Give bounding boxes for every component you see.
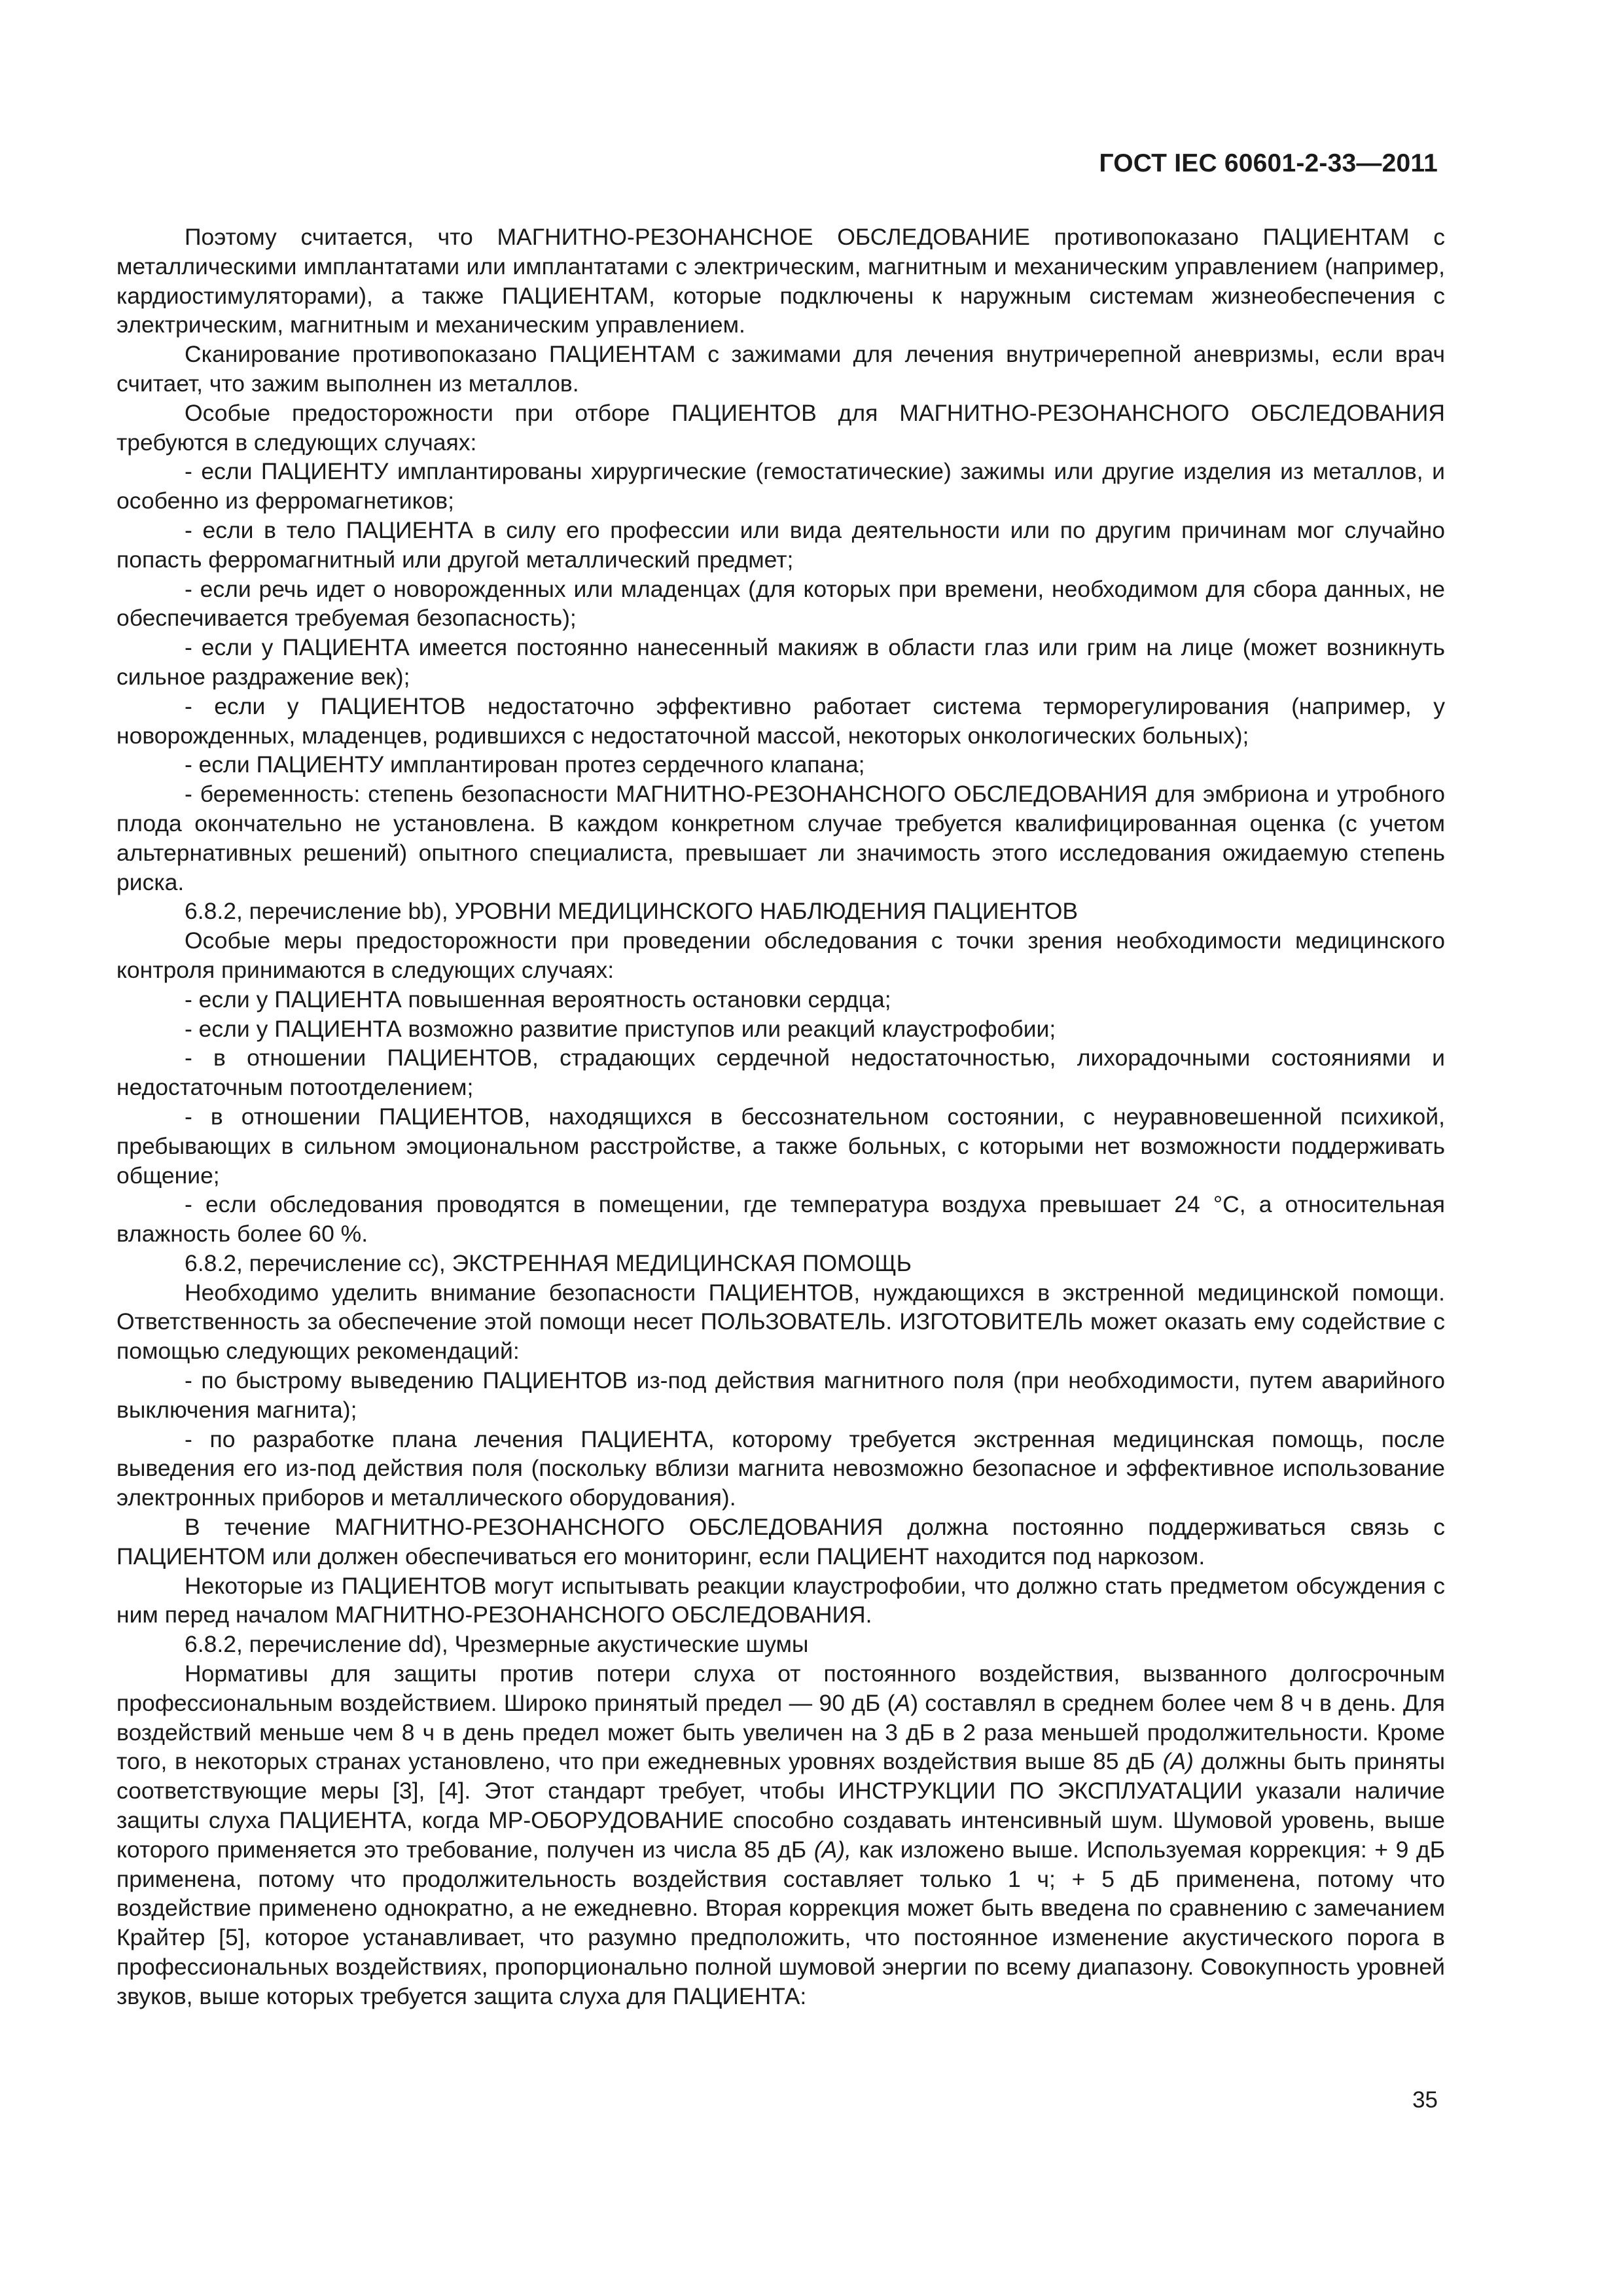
italic-unit: (А), (813, 1836, 851, 1863)
list-item: - беременность: степень безопасности МАГНИТНО-РЕЗОНАНСНОГО ОБСЛЕДОВАНИЯ для эмбриона и утробного плода окончательно не установлена. В каждом конкретном случае требуется квалифицированная оценка (с учетом альтернативных решений) опытного специалиста, превышает ли значимость этого исследования ожидаемую степень риска. (116, 781, 1445, 895)
section-heading: 6.8.2, перечисление dd), Чрезмерные акустические шумы (185, 1631, 809, 1658)
document-code-header: ГОСТ IEC 60601-2-33—2011 (1099, 149, 1438, 177)
list-item: - по разработке плана лечения ПАЦИЕНТА, которому требуется экстренная медицинская помощь, после выведения его из-под действия поля (поскольку вблизи магнита невозможно безопасное и эффективное использование электронных приборов и металлического оборудования). (116, 1426, 1445, 1511)
list-item: - если ПАЦИЕНТУ имплантированы хирургические (гемостатические) зажимы или другие изделия из металлов, и особенно из ферромагнетиков; (116, 458, 1445, 514)
list-item: - если у ПАЦИЕНТА имеется постоянно нанесенный макияж в области глаз или грим на лице (может возникнуть сильное раздражение век); (116, 634, 1445, 690)
italic-unit: А (895, 1689, 911, 1716)
list-item: - в отношении ПАЦИЕНТОВ, страдающих сердечной недостаточностью, лихорадочными состояниями и недостаточным потоотделением; (116, 1045, 1445, 1101)
paragraph: Особые меры предосторожности при проведении обследования с точки зрения необходимости медицинского контроля принимаются в следующих случаях: (116, 927, 1445, 983)
text-run: как изложено выше. Используемая коррекция: + 9 дБ применена, потому что продолжительность воздействия составляет только 1 ч; + 5 дБ применена, потому что воздействие применено однократно, а не ежедневно. Вторая коррекция может быть введена по сравнению с замечанием Крайтер [5], которое устанавливает, что разумно предположить, что постоянное изменение акустического порога в профессиональных воздействиях, пропорционально полной шумовой энергии по всему диапазону. Совокупность уровней звуков, выше которых требуется защита слуха для ПАЦИЕНТА: (116, 1836, 1445, 2009)
document-body (116, 223, 1445, 2011)
list-item: - по быстрому выведению ПАЦИЕНТОВ из-под действия магнитного поля (при необходимости, путем аварийного выключения магнита); (116, 1367, 1445, 1423)
list-item: - если у ПАЦИЕНТОВ недостаточно эффективно работает система терморегулирования (например, у новорожденных, младенцев, родившихся с недостаточной массой, некоторых онкологических больных); (116, 692, 1445, 749)
section-heading: 6.8.2, перечисление cc), ЭКСТРЕННАЯ МЕДИЦИНСКАЯ ПОМОЩЬ (185, 1249, 912, 1276)
list-item: - в отношении ПАЦИЕНТОВ, находящихся в бессознательном состоянии, с неуравновешенной психикой, пребывающих в сильном эмоциональном расстройстве, а также больных, с которыми нет возможности поддерживать общение; (116, 1103, 1445, 1189)
list-item: - если у ПАЦИЕНТА возможно развитие приступов или реакций клаустрофобии; (185, 1015, 1056, 1042)
paragraph: В течение МАГНИТНО-РЕЗОНАНСНОГО ОБСЛЕДОВАНИЯ должна постоянно поддерживаться связь с ПАЦИЕНТОМ или должен обеспечиваться его мониторинг, если ПАЦИЕНТ находится под наркозом. (116, 1514, 1445, 1570)
text-run: ) составлял в среднем более чем 8 ч в день. Для воздействий меньше чем 8 ч в день предел может быть увеличен на 3 дБ в 2 раза меньшей продолжительности. Кроме того, в некоторых странах установлено, что при ежедневных уровнях воздействия выше 85 дБ (116, 1689, 1445, 1775)
paragraph: Поэтому считается, что МАГНИТНО-РЕЗОНАНСНОЕ ОБСЛЕДОВАНИЕ противопоказано ПАЦИЕНТАМ с металлическими имплантатами или имплантатами с электрическим, магнитным и механическим управлением (например, кардиостимуляторами), а также ПАЦИЕНТАМ, которые подключены к наружным системам жизнеобеспечения с электрическим, магнитным и механическим управлением. (116, 224, 1445, 338)
paragraph: Необходимо уделить внимание безопасности ПАЦИЕНТОВ, нуждающихся в экстренной медицинской помощи. Ответственность за обеспечение этой помощи несет ПОЛЬЗОВАТЕЛЬ. ИЗГОТОВИТЕЛЬ может оказать ему содействие с помощью следующих рекомендаций: (116, 1279, 1445, 1365)
text-run: должны быть приняты соответствующие меры [3], [4]. Этот стандарт требует, чтобы ИНСТРУКЦИИ ПО ЭКСПЛУАТАЦИИ указали наличие защиты слуха ПАЦИЕНТА, когда МР-ОБОРУДОВАНИЕ способно создавать интенсивный шум. Шумовой уровень, выше которого применяется это требование, получен из числа 85 дБ (116, 1748, 1445, 1863)
paragraph: Некоторые из ПАЦИЕНТОВ могут испытывать реакции клаустрофобии, что должно стать предметом обсуждения с ним перед началом МАГНИТНО-РЕЗОНАНСНОГО ОБСЛЕДОВАНИЯ. (116, 1572, 1445, 1628)
page-number: 35 (1412, 2087, 1438, 2113)
list-item: - если обследования проводятся в помещении, где температура воздуха превышает 24 °С, а относительная влажность более 60 %. (116, 1191, 1445, 1247)
paragraph: Сканирование противопоказано ПАЦИЕНТАМ с зажимами для лечения внутричерепной аневризмы, если врач считает, что зажим выполнен из металлов. (116, 341, 1445, 397)
text-run: Нормативы для защиты против потери слуха от постоянного воздействия, вызванного долгосрочным профессиональным воздействием. Широко принятый предел — 90 дБ ( (116, 1660, 1445, 1716)
list-item: - если у ПАЦИЕНТА повышенная вероятность остановки сердца; (185, 986, 891, 1013)
list-item: - если речь идет о новорожденных или младенцах (для которых при времени, необходимом для сбора данных, не обеспечивается требуемая безопасность); (116, 575, 1445, 632)
paragraph: Особые предосторожности при отборе ПАЦИЕНТОВ для МАГНИТНО-РЕЗОНАНСНОГО ОБСЛЕДОВАНИЯ требуются в следующих случаях: (116, 399, 1445, 456)
section-heading: 6.8.2, перечисление bb), УРОВНИ МЕДИЦИНСКОГО НАБЛЮДЕНИЯ ПАЦИЕНТОВ (185, 898, 1079, 925)
noise-paragraph (116, 1659, 1445, 2011)
italic-unit: (А) (1162, 1748, 1194, 1775)
list-item: - если в тело ПАЦИЕНТА в силу его профессии или вида деятельности или по другим причинам мог случайно попасть ферромагнитный или другой металлический предмет; (116, 516, 1445, 573)
list-item: - если ПАЦИЕНТУ имплантирован протез сердечного клапана; (185, 751, 865, 778)
